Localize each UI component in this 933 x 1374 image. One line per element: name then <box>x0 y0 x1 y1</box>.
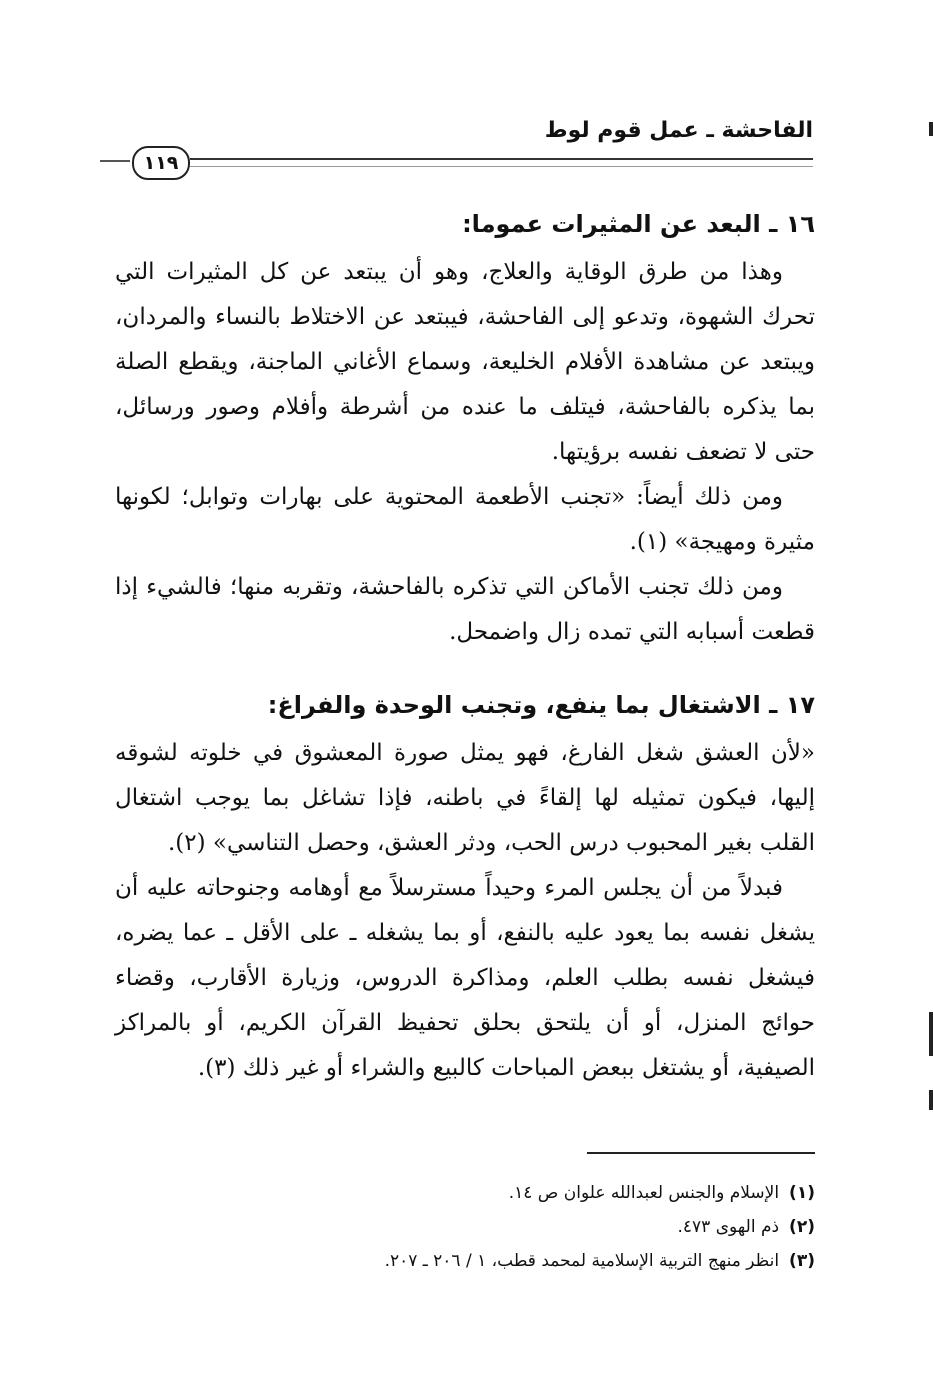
header-rule-left <box>100 160 130 162</box>
scan-edge-mark <box>929 1012 933 1056</box>
header-rule <box>190 158 813 167</box>
footnote-1 <box>115 1176 815 1210</box>
footnote-text: الإسلام والجنس لعبدالله علوان ص ١٤. <box>508 1183 780 1203</box>
section-heading-17: ١٧ ـ الاشتغال بما ينفع، وتجنب الوحدة والفراغ: <box>267 691 815 719</box>
section-heading-16: ١٦ ـ البعد عن المثيرات عموما: <box>462 210 815 238</box>
footnote-mark: (٢) <box>789 1217 815 1237</box>
paragraph: «لأن العشق شغل الفارغ، فهو يمثل صورة المعشوق في خلوته لشوقه إليها، فيكون تمثيله لها إلقاءً في باطنه، فإذا تشاغل بما يوجب اشتغال القلب بغير المحبوب درس الحب، ودثر العشق، وحصل التناسي» (٢). <box>115 740 815 856</box>
footnotes <box>115 1176 815 1278</box>
paragraph: ومن ذلك تجنب الأماكن التي تذكره بالفاحشة، وتقربه منها؛ فالشيء إذا قطعت أسبابه التي تمده زال واضمحل. <box>115 574 815 645</box>
footnote-rule <box>587 1152 815 1154</box>
scan-edge-mark <box>929 1090 933 1110</box>
section-gap <box>115 655 815 679</box>
paragraph: فبدلاً من أن يجلس المرء وحيداً مسترسلاً مع أوهامه وجنوحاته عليه أن يشغل نفسه بما يعود عليه بالنفع، أو بما يشغله ـ على الأقل ـ عما يضره، فيشغل نفسه بطلب العلم، ومذاكرة الدروس، وزيارة الأقارب، وقضاء حوائج المنزل، أو أن يلتحق بحلق تحفيظ القرآن الكريم، أو بالمراكز الصيفية، أو يشتغل ببعض المباحات كالبيع والشراء أو غير ذلك (٣). <box>115 875 815 1081</box>
running-header: الفاحشة ـ عمل قوم لوط <box>544 118 813 143</box>
footnote-text: انظر منهج التربية الإسلامية لمحمد قطب، ١ / ٢٠٦ ـ ٢٠٧. <box>384 1251 780 1271</box>
main-text <box>115 198 815 1091</box>
footnote-2 <box>115 1210 815 1244</box>
scan-edge-mark <box>929 122 933 136</box>
paragraph: ومن ذلك أيضاً: «تجنب الأطعمة المحتوية على بهارات وتوابل؛ لكونها مثيرة ومهيجة» (١). <box>115 484 815 555</box>
footnote-mark: (٣) <box>789 1251 815 1271</box>
footnote-3 <box>115 1244 815 1278</box>
footnote-mark: (١) <box>789 1183 815 1203</box>
paragraph: وهذا من طرق الوقاية والعلاج، وهو أن يبتعد عن كل المثيرات التي تحرك الشهوة، وتدعو إلى الفاحشة، فيبتعد عن الاختلاط بالنساء والمردان، ويبتعد عن مشاهدة الأفلام الخليعة، وسماع الأغاني الماجنة، ويقطع الصلة بما يذكره بالفاحشة، فيتلف ما عنده من أشرطة وأفلام وصور ورسائل، حتى لا تضعف نفسه برؤيتها. <box>115 259 815 465</box>
footnote-text: ذم الهوى ٤٧٣. <box>677 1217 780 1237</box>
page-number: ١١٩ <box>132 146 190 180</box>
